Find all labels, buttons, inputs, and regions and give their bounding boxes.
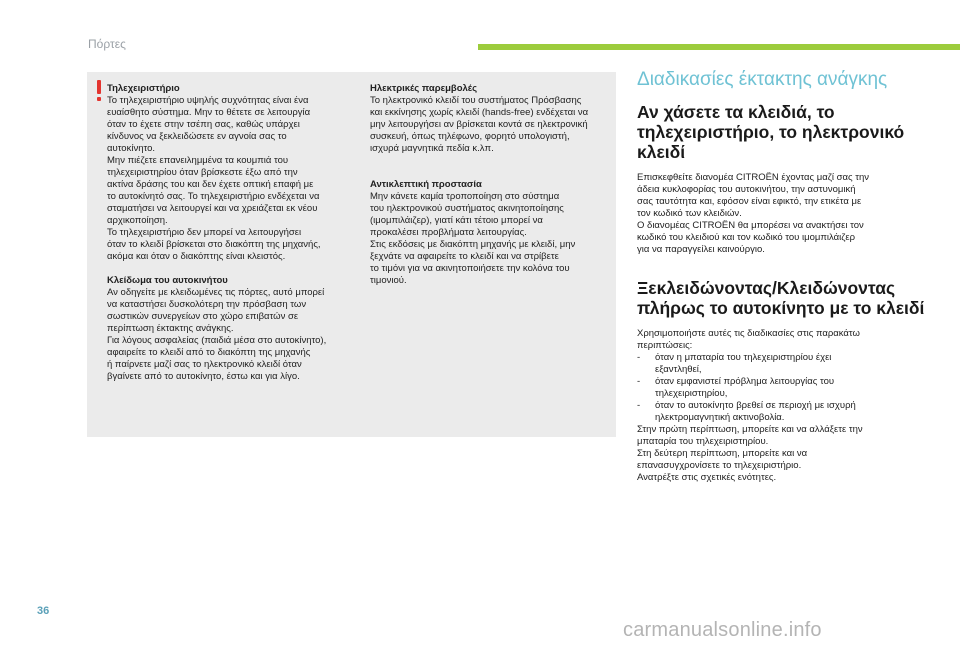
heading-lost-keys: Αν χάσετε τα κλειδιά, το τηλεχειριστήριο, το ηλεκτρονικό κλειδί	[637, 102, 905, 162]
warning-body-interference: Το ηλεκτρονικό κλειδί του συστήματος Πρόσβασης και εκκίνησης χωρίς κλειδί (hands-free) ενδέχεται να μην λειτουργήσει αν βρίσκεται κοντά σε ηλεκτρονική συσκευή, όπως τηλέφωνο, φορητό υπολογιστή, ισχυρά μαγνητικά πεδία κ.λπ.	[370, 95, 589, 154]
warning-column-left	[107, 83, 352, 383]
header-accent-bar	[478, 44, 960, 50]
warning-column-right	[370, 83, 610, 287]
warning-title-remote: Τηλεχειριστήριο	[107, 83, 180, 94]
watermark: carmanualsonline.info	[623, 619, 822, 641]
list-item: - όταν εμφανιστεί πρόβλημα λειτουργίας του τηλεχειριστηρίου,	[637, 376, 835, 399]
page-number: 36	[37, 605, 50, 617]
section-header: Πόρτες	[88, 37, 126, 51]
warning-body-locking: Αν οδηγείτε με κλειδωμένες τις πόρτες, αυτό μπορεί να καταστήσει δυσκολότερη την πρόσβαση των σωστικών συνεργείων στο χώρο επιβατών σε περίπτωση έκτακτης ανάγκης. Για λόγους ασφαλείας (παιδιά μέσα στο αυτοκίνητο), αφαιρείτε το κλειδί από το διακόπτη της μηχανής ή παίρνετε μαζί σας το ηλεκτρονικό κλειδί όταν βγαίνετε από το αυτοκίνητο, έστω και για λίγο.	[107, 287, 327, 382]
cases-list	[637, 352, 937, 424]
warning-title-interference: Ηλεκτρικές παρεμβολές	[370, 83, 478, 94]
warning-title-locking: Κλείδωμα του αυτοκινήτου	[107, 275, 228, 286]
body-unlock-outro: Στην πρώτη περίπτωση, μπορείτε και να αλλάξετε την μπαταρία του τηλεχειριστηρίου. Στη δεύτερη περίπτωση, μπορείτε και να επανασυγχρονίσετε το τηλεχειριστήριο. Ανατρέξτε στις σχετικές ενότητες.	[637, 424, 863, 483]
main-column	[637, 68, 937, 484]
exclamation-warning-icon	[95, 80, 103, 102]
warning-title-antitheft: Αντικλεπτική προστασία	[370, 179, 482, 190]
warning-body-remote: Το τηλεχειριστήριο υψηλής συχνότητας είναι ένα ευαίσθητο σύστημα. Μην το θέτετε σε λειτουργία όταν το έχετε στην τσέπη σας, καθώς υπάρχει κίνδυνος να ξεκλειδώσετε εν αγνοία σας το αυτοκίνητο. Μην πιέζετε επανειλημμένα τα κουμπιά του τηλεχειριστηρίου όταν βρίσκεστε έξω από την ακτίνα δράσης του και δεν έχετε οπτική επαφή με το αυτοκίνητό σας. Το τηλεχειριστήριο ενδέχεται να σταματήσει να λειτουργεί και να χρειάζεται εκ νέου αρχικοποίηση. Το τηλεχειριστήριο δεν μπορεί να λειτουργήσει όταν το κλειδί βρίσκεται στο διακόπτη της μηχανής, ακόμα και όταν ο διακόπτης είναι κλειστός.	[107, 95, 321, 262]
list-item: - όταν το αυτοκίνητο βρεθεί σε περιοχή με ισχυρή ηλεκτρομαγνητική ακτινοβολία.	[637, 400, 856, 423]
heading-unlock-with-key: Ξεκλειδώνοντας/Κλειδώνοντας πλήρως το αυτοκίνητο με το κλειδί	[637, 278, 925, 318]
page-section-title: Διαδικασίες έκτακτης ανάγκης	[637, 69, 888, 90]
body-unlock-intro: Χρησιμοποιήστε αυτές τις διαδικασίες στις παρακάτω περιπτώσεις:	[637, 328, 860, 351]
body-lost-keys: Επισκεφθείτε διανομέα CITROËN έχοντας μαζί σας την άδεια κυκλοφορίας του αυτοκινήτου, την αστυνομική σας ταυτότητα και, εφόσον είναι εφικτό, την ετικέτα με τον κωδικό των κλειδιών. Ο διανομέας CITROËN θα μπορέσει να ανακτήσει τον κωδικό του κλειδιού και τον κωδικό του ιμομπιλάιζερ για να παραγγείλει καινούργιο.	[637, 172, 870, 255]
warning-body-antitheft: Μην κάνετε καμία τροποποίηση στο σύστημα του ηλεκτρονικού συστήματος ακινητοποίησης (ιμομπιλάιζερ), γιατί κάτι τέτοιο μπορεί να προκαλέσει προβλήματα λειτουργίας. Στις εκδόσεις με διακόπτη μηχανής με κλειδί, μην ξεχνάτε να αφαιρείτε το κλειδί και να στρίβετε το τιμόνι για να ακινητοποιήσετε την κολόνα του τιμονιού.	[370, 191, 576, 286]
list-item: - όταν η μπαταρία του τηλεχειριστηρίου έχει εξαντληθεί,	[637, 352, 832, 375]
